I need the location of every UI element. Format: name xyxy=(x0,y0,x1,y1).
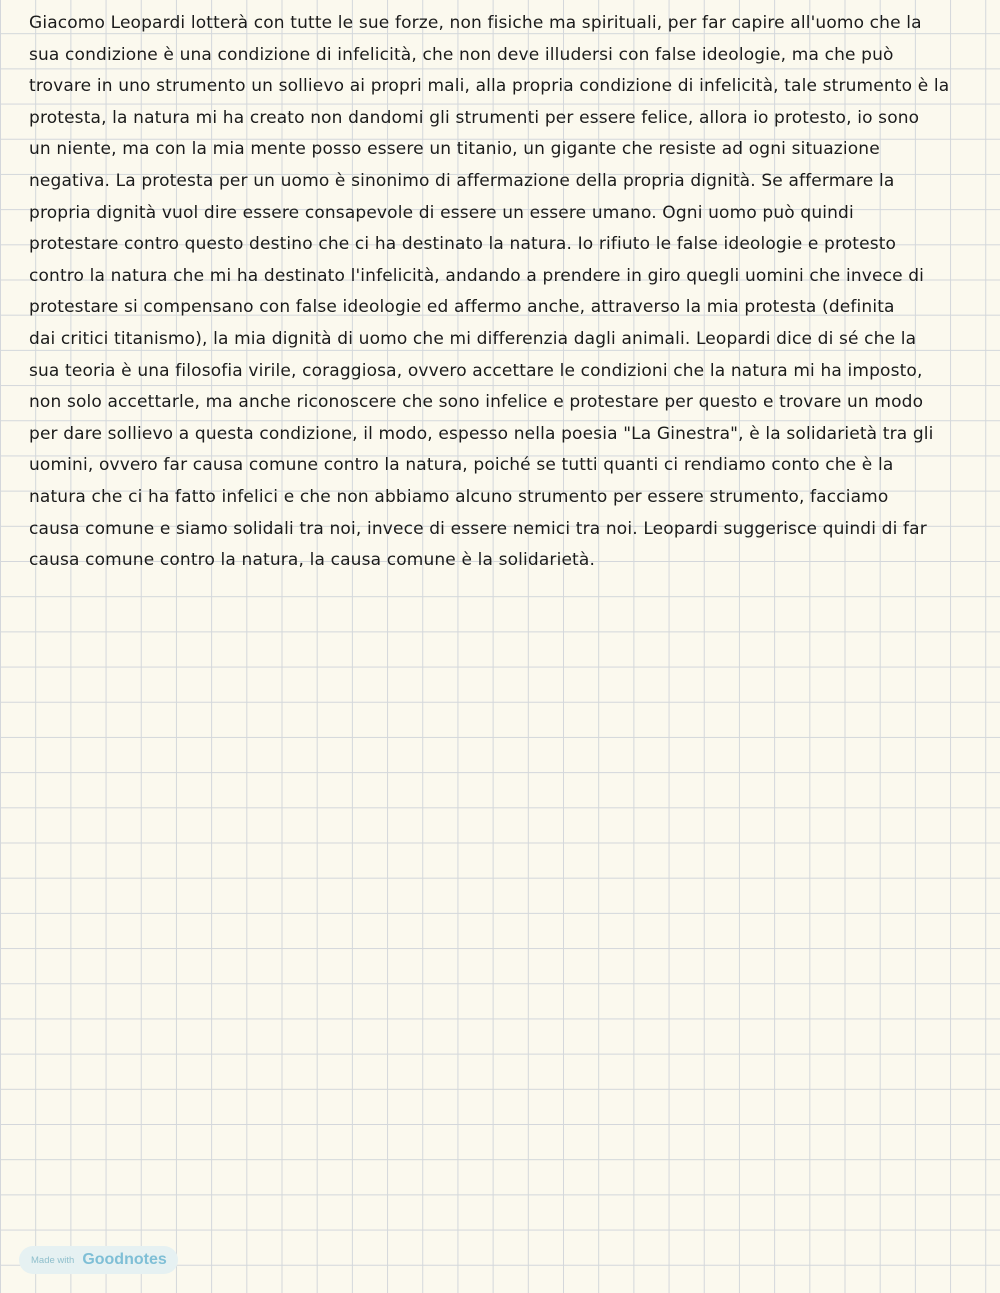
text-line: trovare in uno strumento un sollievo ai propri mali, alla propria condizione di infelicità, tale strumento è la xyxy=(29,76,950,97)
text-line: natura che ci ha fatto infelici e che non abbiamo alcuno strumento per essere strumento, facciamo xyxy=(29,486,889,507)
text-line: causa comune contro la natura, la causa comune è la solidarietà. xyxy=(29,550,595,571)
goodnotes-watermark xyxy=(19,1246,178,1274)
text-line: sua teoria è una filosofia virile, coraggiosa, ovvero accettare le condizioni che la natura mi ha imposto, xyxy=(29,360,923,381)
text-line: sua condizione è una condizione di infelicità, che non deve illudersi con false ideologie, ma che può xyxy=(29,44,894,65)
text-line: protesta, la natura mi ha creato non dandomi gli strumenti per essere felice, allora io protesto, io sono xyxy=(29,107,920,128)
text-line: contro la natura che mi ha destinato l'infelicità, andando a prendere in giro quegli uomini che invece di xyxy=(29,265,925,286)
text-line: negativa. La protesta per un uomo è sinonimo di affermazione della propria dignità. Se affermare la xyxy=(29,170,895,191)
text-line: causa comune e siamo solidali tra noi, invece di essere nemici tra noi. Leopardi suggerisce quindi di far xyxy=(29,518,927,539)
text-line: Giacomo Leopardi lotterà con tutte le sue forze, non fisiche ma spirituali, per far capire all'uomo che la xyxy=(29,13,922,33)
text-line: per dare sollievo a questa condizione, il modo, espesso nella poesia "La Ginestra", è la solidarietà tra gli xyxy=(29,423,934,444)
watermark-brand: Goodnotes xyxy=(82,1251,167,1268)
watermark-prefix: Made with xyxy=(31,1254,75,1266)
text-line: protestare contro questo destino che ci ha destinato la natura. Io rifiuto le false ideologie e protesto xyxy=(29,234,897,255)
text-line: un niente, ma con la mia mente posso essere un titanio, un gigante che resiste ad ogni situazione xyxy=(29,139,880,160)
handwritten-text-block xyxy=(29,8,974,577)
text-line: non solo accettarle, ma anche riconoscere che sono infelice e protestare per questo e trovare un modo xyxy=(29,392,924,413)
text-line: protestare si compensano con false ideologie ed affermo anche, attraverso la mia protesta (definita xyxy=(29,297,895,318)
text-line: propria dignità vuol dire essere consapevole di essere un essere umano. Ogni uomo può quindi xyxy=(29,202,854,223)
text-line: dai critici titanismo), la mia dignità di uomo che mi differenzia dagli animali. Leopardi dice di sé che la xyxy=(29,328,917,349)
text-line: uomini, ovvero far causa comune contro la natura, poiché se tutti quanti ci rendiamo conto che è la xyxy=(29,455,894,476)
